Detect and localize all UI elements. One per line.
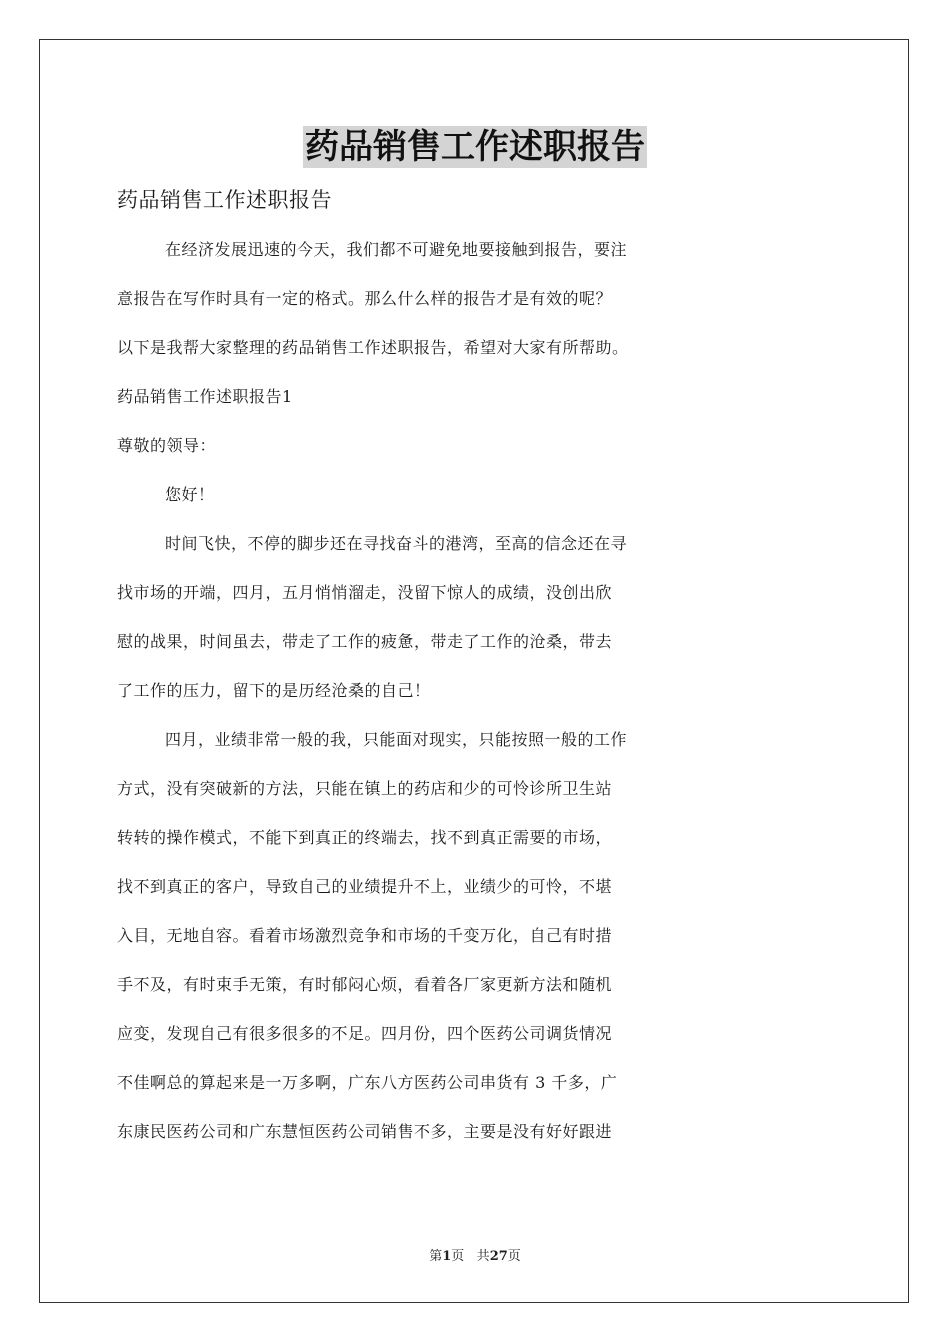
body-line: 入目，无地自容。看着市场激烈竞争和市场的千变万化，自己有时措 <box>117 926 613 945</box>
body-line: 尊敬的领导： <box>117 436 217 455</box>
total-pages: 27 <box>489 1249 508 1264</box>
document-body <box>117 176 837 1156</box>
body-line: 药品销售工作述职报告1 <box>117 387 293 406</box>
body-line: 您好！ <box>165 485 215 504</box>
body-line: 方式，没有突破新的方法，只能在镇上的药店和少的可怜诊所卫生站 <box>117 779 613 798</box>
document-title: 药品销售工作述职报告 <box>305 127 645 167</box>
body-line: 转转的操作模式，不能下到真正的终端去，找不到真正需要的市场， <box>117 828 613 847</box>
document-subtitle: 药品销售工作述职报告 <box>117 188 332 212</box>
body-line: 以下是我帮大家整理的药品销售工作述职报告，希望对大家有所帮助。 <box>117 338 629 357</box>
body-line: 应变，发现自己有很多很多的不足。四月份，四个医药公司调货情况 <box>117 1024 613 1043</box>
body-line: 时间飞快，不停的脚步还在寻找奋斗的港湾，至高的信念还在寻 <box>165 534 628 553</box>
page-footer <box>0 1245 950 1264</box>
page-prefix: 第 <box>429 1249 443 1264</box>
body-line: 了工作的压力，留下的是历经沧桑的自己！ <box>117 681 431 700</box>
total-prefix: 共 <box>476 1249 490 1264</box>
body-line: 意报告在写作时具有一定的格式。那么什么样的报告才是有效的呢？ <box>117 289 613 308</box>
body-line: 四月，业绩非常一般的我，只能面对现实，只能按照一般的工作 <box>165 730 628 749</box>
body-line: 找不到真正的客户，导致自己的业绩提升不上，业绩少的可怜，不堪 <box>117 877 613 896</box>
title-container <box>0 126 950 168</box>
total-suffix: 页 <box>507 1249 521 1264</box>
body-line: 慰的战果，时间虽去，带走了工作的疲惫，带走了工作的沧桑，带去 <box>117 632 613 651</box>
body-lines <box>117 225 837 1156</box>
page-number: 1 <box>442 1249 452 1264</box>
body-line: 在经济发展迅速的今天，我们都不可避免地要接触到报告，要注 <box>165 240 628 259</box>
body-line: 不佳啊总的算起来是一万多啊，广东八方医药公司串货有 3 千多，广 <box>117 1073 618 1092</box>
body-line: 找市场的开端，四月，五月悄悄溜走，没留下惊人的成绩，没创出欣 <box>117 583 613 602</box>
page-suffix: 页 <box>451 1249 465 1264</box>
body-line: 东康民医药公司和广东慧恒医药公司销售不多，主要是没有好好跟进 <box>117 1122 613 1141</box>
body-line: 手不及，有时束手无策，有时郁闷心烦，看着各厂家更新方法和随机 <box>117 975 613 994</box>
